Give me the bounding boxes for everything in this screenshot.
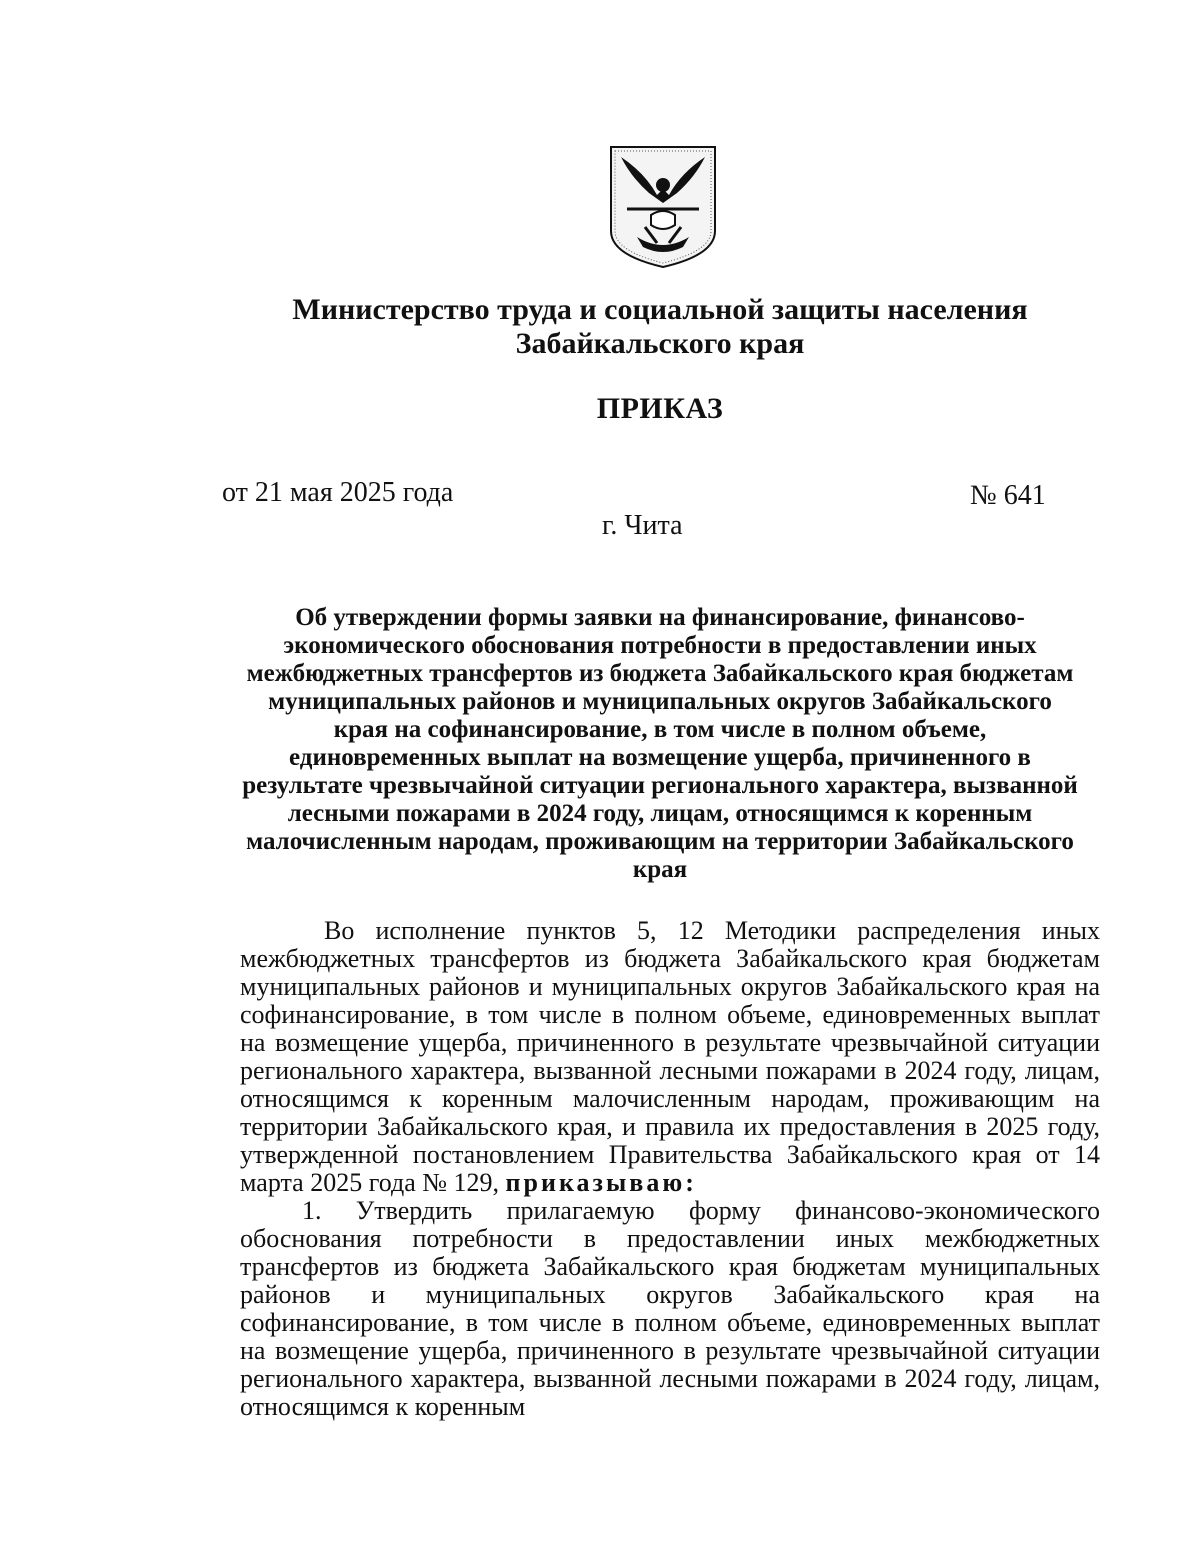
document-body (240, 917, 1100, 1421)
document-type: ПРИКАЗ (596, 392, 724, 425)
document-date: от 21 мая 2025 года (222, 477, 454, 508)
item-1-paragraph: 1. Утвердить прилагаемую форму финансово-экономического обоснования потребности в предоставлении иных межбюджетных трансфертов из бюджета Забайкальского края бюджетам муниципальных районов и муниципальных округов Забайкальского края на софинансирование, в том числе в полном объеме, единовременных выплат на возмещение ущерба, причиненного в результате чрезвычайной ситуации регионального характера, вызванной лесными пожарами в 2024 году, лицам, относящимся к коренным (240, 1196, 1100, 1421)
ministry-line-2: Забайкальского края (515, 327, 805, 360)
preamble-paragraph (240, 917, 1100, 1197)
document-number: № 641 (970, 480, 1046, 511)
order-verb: приказываю: (505, 1168, 697, 1197)
coat-of-arms-icon (607, 143, 719, 271)
document-title: Об утверждении формы заявки на финансирование, финансово-экономического обоснования потребности в предоставлении иных межбюджетных трансфертов из бюджета Забайкальского края бюджетам муниципальных районов и муниципальных округов Забайкальского края на софинансирование, в том числе в полном объеме, единовременных выплат на возмещение ущерба, причиненного в результате чрезвычайной ситуации регионального характера, вызванной лесными пожарами в 2024 году, лицам, относящимся к коренным малочисленным народам, проживающим на территории Забайкальского края (242, 604, 1078, 883)
ministry-line-1: Министерство труда и социальной защиты населения (292, 293, 1028, 326)
document-city: г. Чита (602, 510, 683, 541)
ministry-name (60, 293, 1200, 361)
preamble-text: Во исполнение пунктов 5, 12 Методики распределения иных межбюджетных трансфертов из бюджета Забайкальского края бюджетам муниципальных районов и муниципальных округов Забайкальского края на софинансирование, в том числе в полном объеме, единовременных выплат на возмещение ущерба, причиненного в результате чрезвычайной ситуации регионального характера, вызванной лесными пожарами в 2024 году, лицам, относящимся к коренным малочисленным народам, проживающим на территории Забайкальского края, и правила их предоставления в 2025 году, утвержденной постановлением Правительства Забайкальского края от 14 марта 2025 года № 129, (240, 916, 1100, 1197)
